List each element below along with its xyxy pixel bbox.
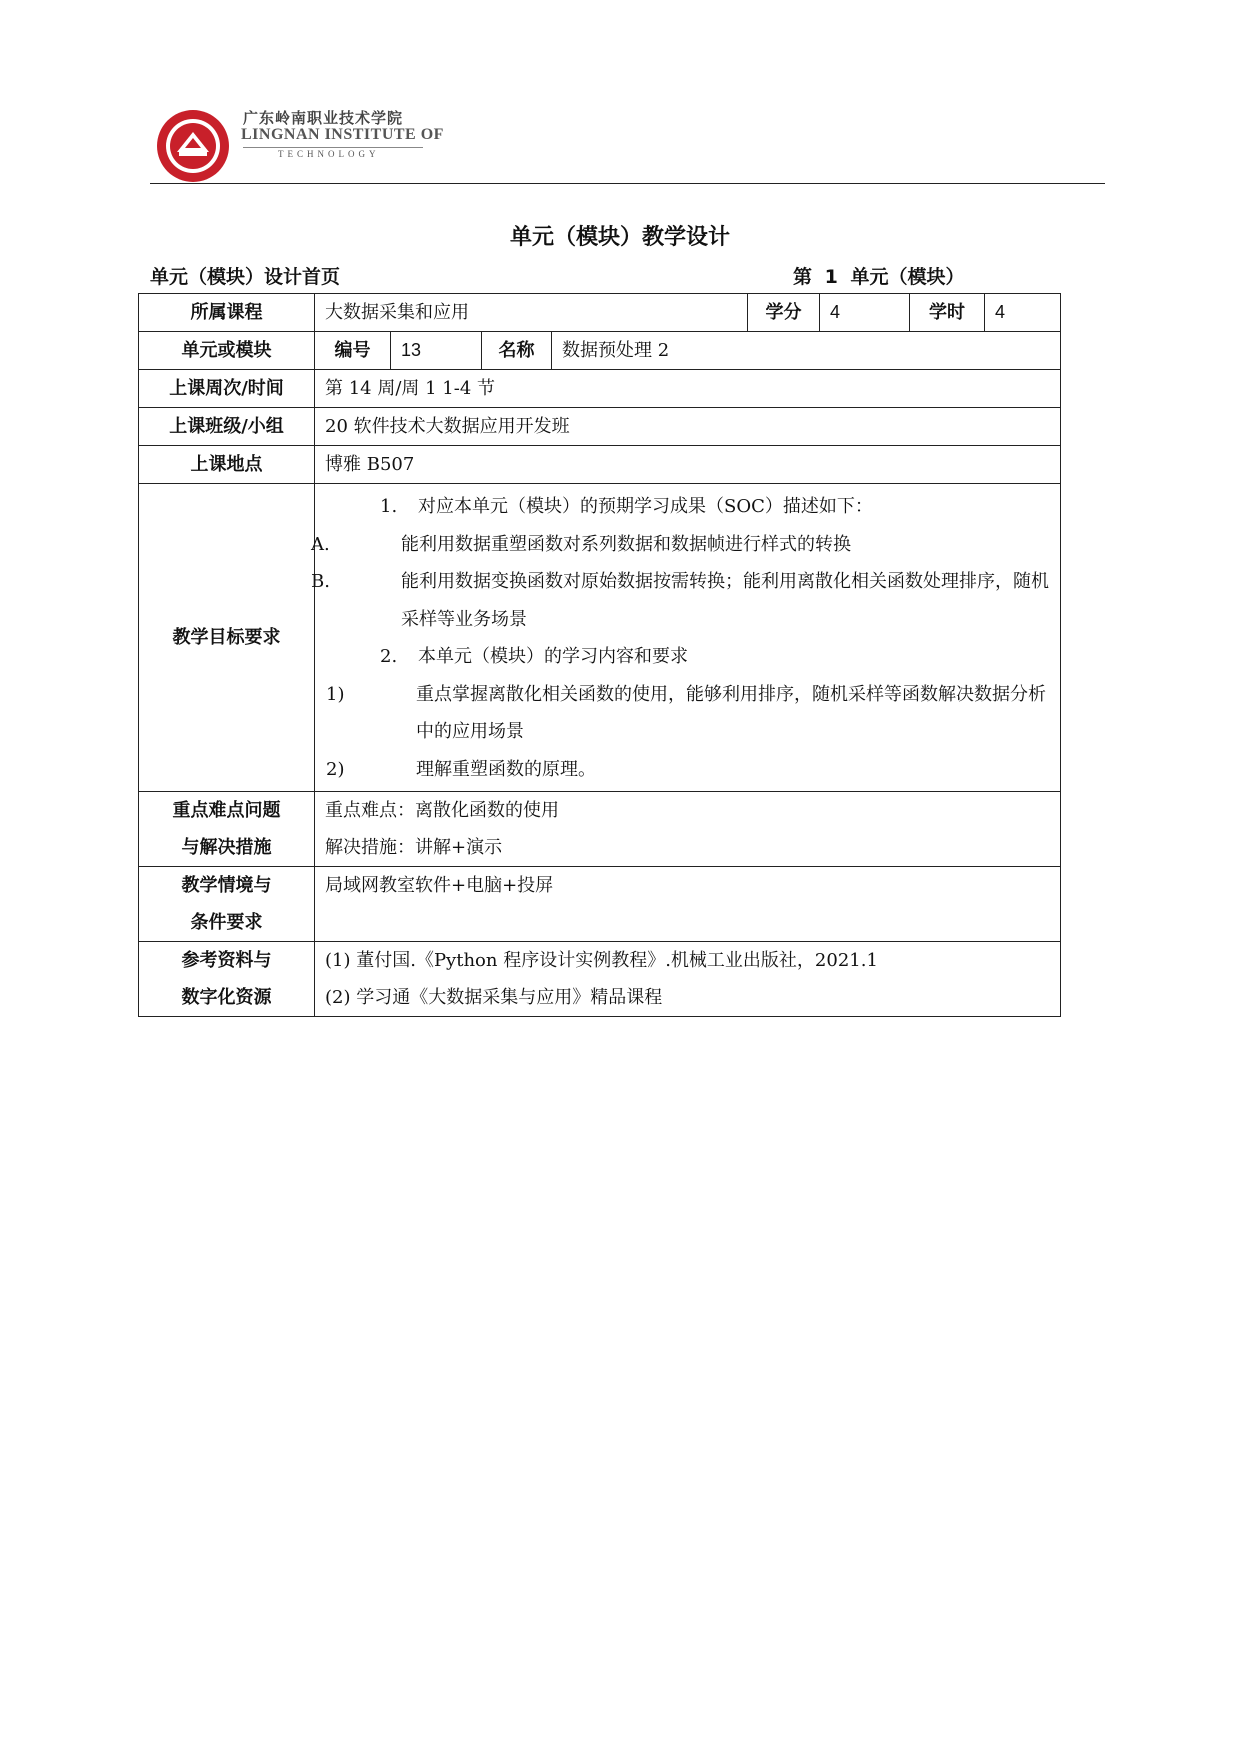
time-label: 上课周次/时间 xyxy=(139,370,315,408)
number-label: 编号 xyxy=(315,332,391,370)
document-title: 单元（模块）教学设计 xyxy=(509,225,730,250)
context-label: 教学情境与 条件要求 xyxy=(139,867,315,942)
difficulty-label: 重点难点问题 与解决措施 xyxy=(139,792,315,867)
references-label: 参考资料与 数字化资源 xyxy=(139,942,315,1017)
name-label: 名称 xyxy=(482,332,552,370)
logo-divider xyxy=(243,147,423,148)
objective-item-a: A. 能利用数据重塑函数对系列数据和数据帧进行样式的转换 xyxy=(311,533,851,555)
class-value: 20 软件技术大数据应用开发班 xyxy=(315,408,1061,446)
table-row-context xyxy=(139,867,1061,942)
table-row-unit xyxy=(139,332,1061,370)
difficulty-value: 重点难点：离散化函数的使用 解决措施：讲解+演示 xyxy=(315,792,1061,867)
reference-2: (2) 学习通《大数据采集与应用》精品课程 xyxy=(325,987,663,1008)
hours-value: 4 xyxy=(985,294,1061,332)
school-logo xyxy=(155,108,231,184)
number-value: 13 xyxy=(391,332,482,370)
objective-item-2: 2. 本单元（模块）的学习内容和要求 xyxy=(380,646,688,667)
objective-sub-1: 1) 重点掌握离散化相关函数的使用，能够利用排序，随机采样等函数解决数据分析中的应用场景 xyxy=(326,683,1046,742)
credit-value: 4 xyxy=(820,294,910,332)
course-label: 所属课程 xyxy=(139,294,315,332)
table-row-place xyxy=(139,446,1061,484)
objective-item-b: B. 能利用数据变换函数对原始数据按需转换；能利用离散化相关函数处理排序，随机采样等业务场景 xyxy=(311,571,1049,630)
reference-1: (1) 董付国.《Python 程序设计实例教程》.机械工业出版社，2021.1 xyxy=(325,950,878,971)
course-value: 大数据采集和应用 xyxy=(315,294,748,332)
subtitle-right: 第 1 单元（模块） xyxy=(793,266,965,288)
place-value: 博雅 B507 xyxy=(315,446,1061,484)
school-name-en: LINGNAN INSTITUTE OF xyxy=(241,126,444,143)
class-label: 上课班级/小组 xyxy=(139,408,315,446)
school-name-en-line2: TECHNOLOGY xyxy=(278,149,380,159)
subtitle-left: 单元（模块）设计首页 xyxy=(150,266,341,288)
table-row-references xyxy=(139,942,1061,1017)
objectives-content xyxy=(311,484,1061,792)
credit-label: 学分 xyxy=(748,294,820,332)
context-value: 局域网教室软件+电脑+投屏 xyxy=(315,867,1061,942)
table-row-course xyxy=(139,294,1061,332)
objective-item-1: 1. 对应本单元（模块）的预期学习成果（SOC）描述如下： xyxy=(380,496,873,517)
time-value: 第 14 周/周 1 1-4 节 xyxy=(315,370,1061,408)
objective-sub-2: 2) 理解重塑函数的原理。 xyxy=(326,758,596,780)
school-name-cn: 广东岭南职业技术学院 xyxy=(243,109,404,127)
unit-design-table xyxy=(138,293,1061,1017)
references-value xyxy=(315,942,1061,1017)
hours-label: 学时 xyxy=(910,294,985,332)
table-row-time xyxy=(139,370,1061,408)
table-row-difficulty xyxy=(139,792,1061,867)
name-value: 数据预处理 2 xyxy=(552,332,1061,370)
objectives-label: 教学目标要求 xyxy=(139,484,315,792)
table-row-class xyxy=(139,408,1061,446)
header-rule xyxy=(150,183,1105,184)
unit-label: 单元或模块 xyxy=(139,332,315,370)
place-label: 上课地点 xyxy=(139,446,315,484)
table-row-objectives xyxy=(139,484,1061,792)
